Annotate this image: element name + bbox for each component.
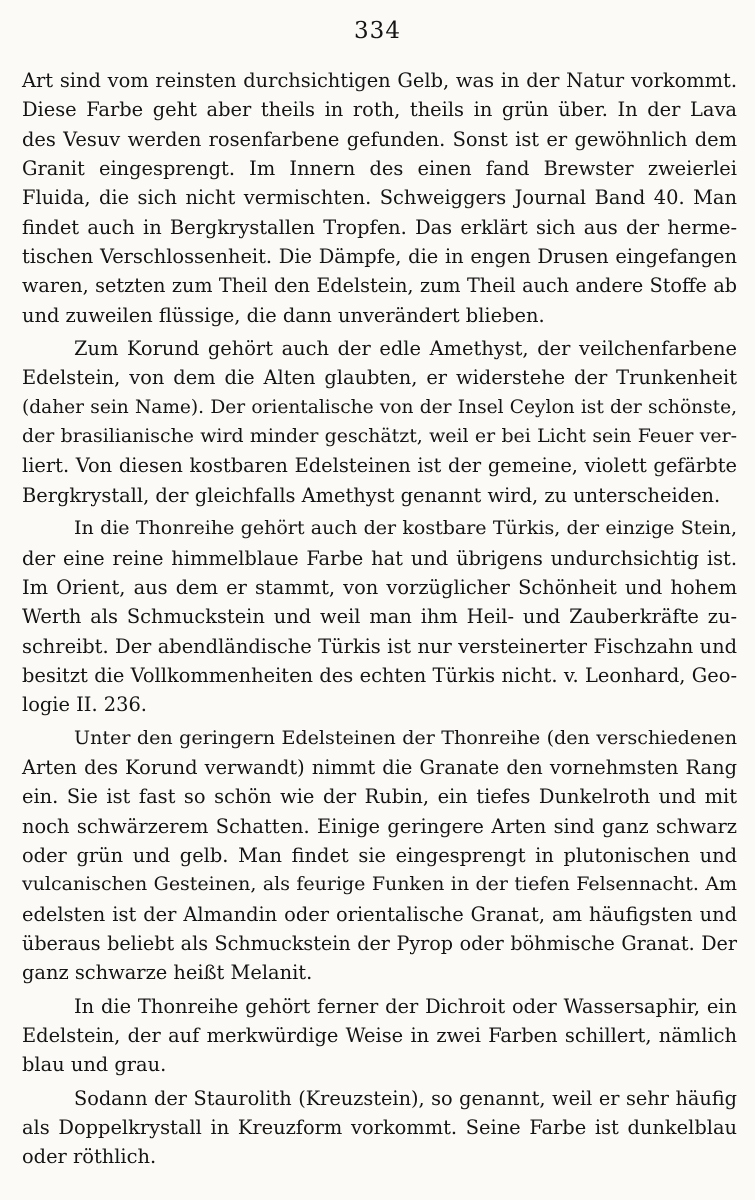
text-line: der brasilianische wird minder geschätzt, weil er bei Licht sein Feuer ver-	[22, 425, 737, 448]
text-line: noch schwärzerem Schatten. Einige geringere Arten sind ganz schwarz	[22, 814, 737, 838]
text-line: oder röthlich.	[22, 1145, 157, 1169]
text-line: blau und grau.	[22, 1053, 167, 1077]
text-line: schreibt. Der abendländische Türkis ist nur versteinerter Fischzahn und	[22, 634, 737, 658]
text-line: findet auch in Bergkrystallen Tropfen. Das erklärt sich aus der herme-	[22, 215, 737, 239]
text-line: Bergkrystall, der gleichfalls Amethyst genannt wird, zu unterscheiden.	[22, 483, 721, 507]
text-line: tischen Verschlossenheit. Die Dämpfe, die in engen Drusen eingefangen	[22, 245, 737, 269]
text-line: liert. Von diesen kostbaren Edelsteinen ist der gemeine, violett gefärbte	[22, 454, 737, 478]
text-body	[22, 66, 737, 1172]
text-line: Im Orient, aus dem er stammt, von vorzüglicher Schönheit und hohem	[22, 575, 737, 599]
text-line: Arten des Korund verwandt) nimmt die Granate den vornehmsten Rang	[22, 755, 737, 779]
text-line: ganz schwarze heißt Melanit.	[22, 961, 313, 985]
text-line: In die Thonreihe gehört auch der kostbare Türkis, der einzige Stein,	[74, 517, 737, 540]
paragraph-5	[22, 992, 737, 1080]
text-line: der eine reine himmelblaue Farbe hat und übrigens undurchsichtig ist.	[22, 546, 737, 570]
text-line: besitzt die Vollkommenheiten des echten Türkis nicht. v. Leonhard, Geo-	[22, 663, 737, 687]
text-line: ein. Sie ist fast so schön wie der Rubin, ein tiefes Dunkelroth und mit	[22, 785, 737, 809]
paragraph-4	[22, 724, 737, 988]
text-line: Unter den geringern Edelsteinen der Thonreihe (den verschiedenen	[74, 726, 737, 749]
text-line: Fluida, die sich nicht vermischten. Schweiggers Journal Band 40. Man	[22, 186, 737, 210]
text-line: des Vesuv werden rosenfarbene gefunden. Sonst ist er gewöhnlich dem	[22, 127, 737, 151]
text-line: überaus beliebt als Schmuckstein der Pyrop oder böhmische Granat. Der	[22, 931, 737, 955]
text-line: waren, setzten zum Theil den Edelstein, zum Theil auch andere Stoffe ab	[22, 274, 737, 298]
paragraph-2	[22, 334, 737, 510]
paragraph-6	[22, 1084, 737, 1172]
text-line: Zum Korund gehört auch der edle Amethyst, der veilchenfarbene	[74, 337, 737, 361]
paragraph-1	[22, 66, 737, 330]
text-line: Edelstein, der auf merkwürdige Weise in zwei Farben schillert, nämlich	[22, 1024, 737, 1047]
text-line: und zuweilen flüssige, die dann unverändert blieben.	[22, 303, 545, 327]
text-line: oder grün und gelb. Man findet sie eingesprengt in plutonischen und	[22, 843, 737, 867]
page-number: 334	[354, 18, 401, 44]
text-line: logie II. 236.	[22, 693, 147, 717]
text-line: (daher sein Name). Der orientalische von der Insel Ceylon ist der schönste,	[22, 396, 737, 418]
text-line: Werth als Schmuckstein und weil man ihm Heil- und Zauberkräfte zu-	[22, 605, 737, 629]
text-line: Sodann der Staurolith (Kreuzstein), so genannt, weil er sehr häufig	[74, 1086, 737, 1110]
paragraph-3	[22, 514, 737, 719]
text-line: Diese Farbe geht aber theils in roth, theils in grün über. In der Lava	[22, 98, 737, 122]
text-line: In die Thonreihe gehört ferner der Dichroit oder Wassersaphir, ein	[74, 994, 737, 1018]
text-line: Art sind vom reinsten durchsichtigen Gelb, was in der Natur vorkommt.	[22, 69, 737, 92]
text-line: vulcanischen Gesteinen, als feurige Funken in der tiefen Felsennacht. Am	[22, 873, 737, 896]
text-line: edelsten ist der Almandin oder orientalische Granat, am häufigsten und	[22, 902, 737, 926]
text-line: Granit eingesprengt. Im Innern des einen fand Brewster zweierlei	[22, 157, 737, 181]
text-line: als Doppelkrystall in Kreuzform vorkommt. Seine Farbe ist dunkelblau	[22, 1116, 737, 1140]
text-line: Edelstein, von dem die Alten glaubten, er widerstehe der Trunkenheit	[22, 366, 737, 390]
